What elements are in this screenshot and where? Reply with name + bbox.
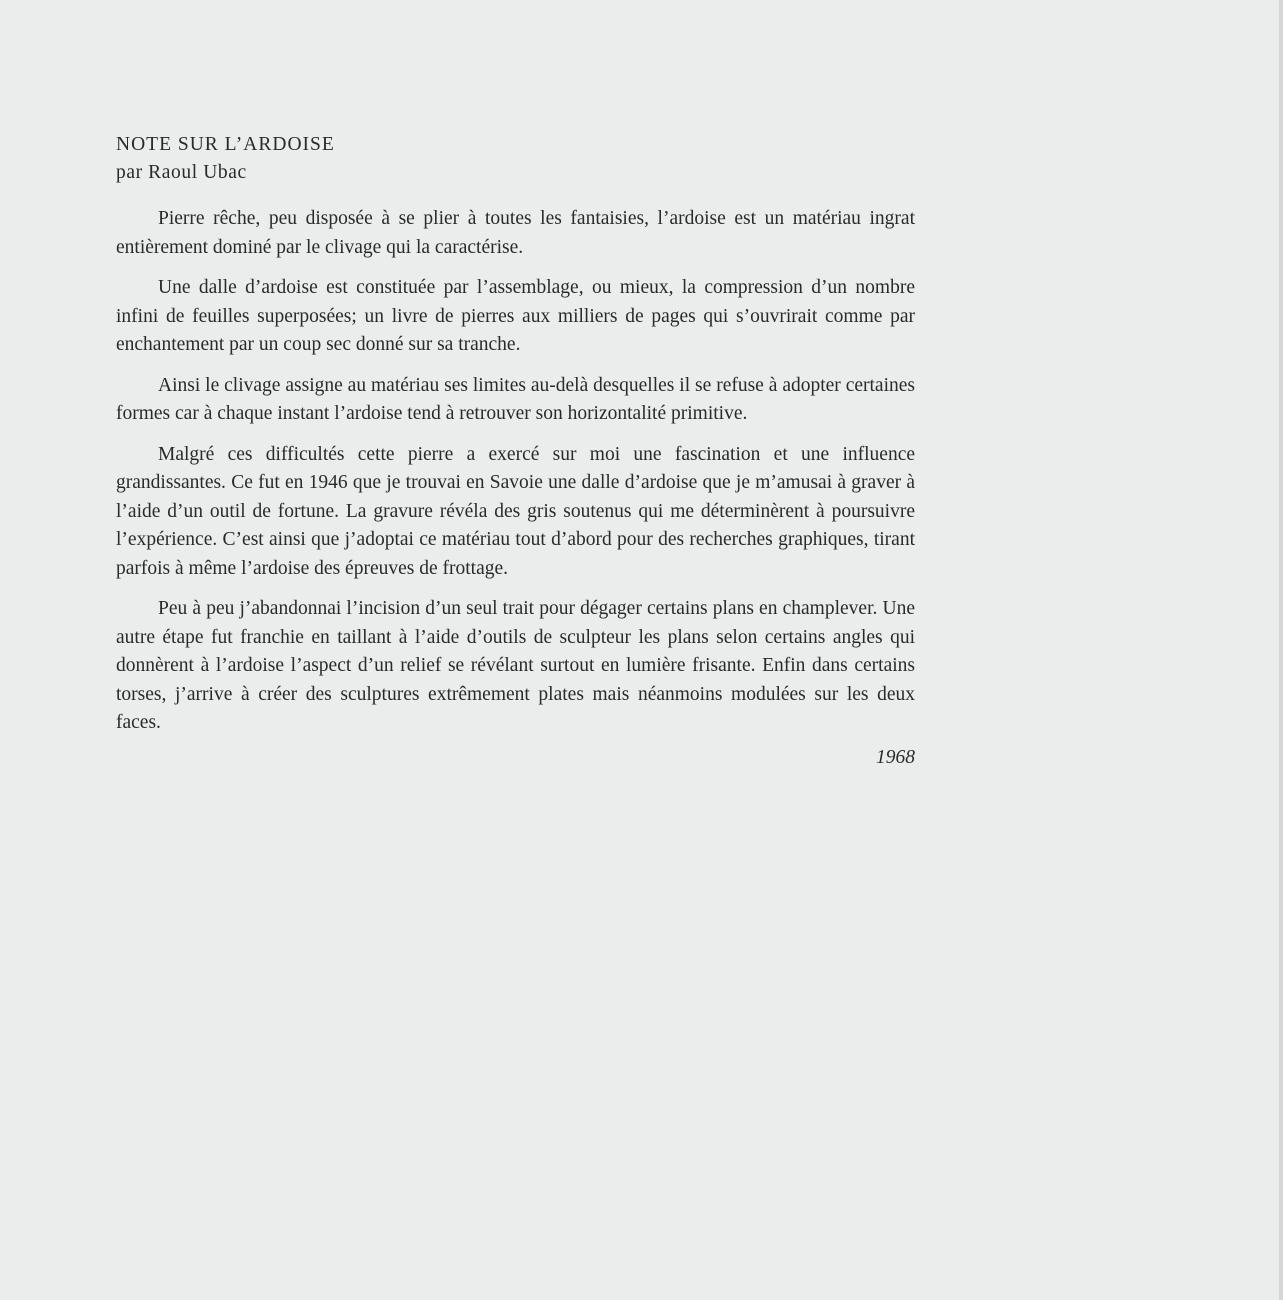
page-edge [1279, 0, 1283, 1300]
text-block [116, 131, 915, 772]
paragraph-1: Pierre rêche, peu disposée à se plier à toutes les fantaisies, l’ardoise est un matériau ingrat entièrement dominé par le clivage qui la caractérise. [116, 208, 915, 258]
paragraph-3: Ainsi le clivage assigne au matériau ses limites au-delà desquelles il se refuse à adopter certaines formes car à chaque instant l’ardoise tend à retrouver son horizontalité primitive. [116, 374, 915, 424]
author-byline: par Raoul Ubac [116, 162, 247, 183]
document-title: NOTE SUR L’ARDOISE [116, 134, 335, 155]
paragraph-2: Une dalle d’ardoise est constituée par l’assemblage, ou mieux, la compression d’un nombre infini de feuilles superposées; un livre de pierres aux milliers de pages qui s’ouvrirait comme par enchantement par un coup sec donné sur sa tranche. [116, 277, 915, 355]
paragraph-4: Malgré ces difficultés cette pierre a exercé sur moi une fascination et une influence grandissantes. Ce fut en 1946 que je trouvai en Savoie une dalle d’ardoise que je m’amusai à graver à l’aide d’un outil de fortune. La gravure révéla des gris soutenus qui me déterminèrent à poursuivre l’expérience. C’est ainsi que j’adoptai ce matériau tout d’abord pour des recherches graphiques, tirant parfois à même l’ardoise des épreuves de frottage. [116, 443, 915, 579]
paragraph-5: Peu à peu j’abandonnai l’incision d’un seul trait pour dégager certains plans en champlever. Une autre étape fut franchie en taillant à l’aide d’outils de sculpteur les plans selon certains angles qui donnèrent à l’ardoise l’aspect d’un relief se révélant surtout en lumière frisante. Enfin dans certains torses, j’arrive à créer des sculptures extrêmement plates mais néanmoins modulées sur les deux faces. [116, 598, 915, 733]
document-date: 1968 [876, 746, 915, 768]
